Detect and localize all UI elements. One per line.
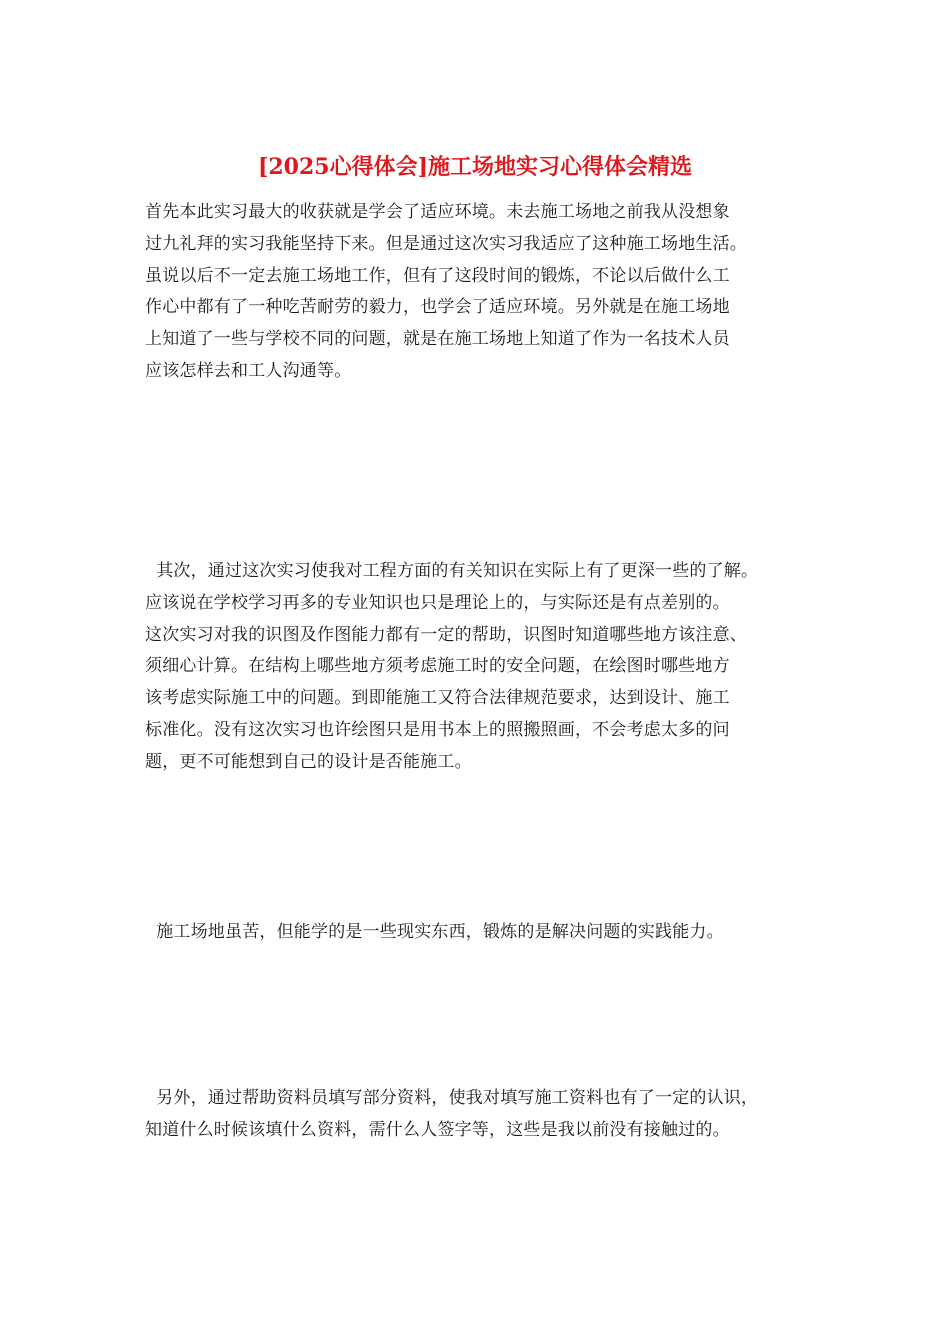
document-title: [2025心得体会]施工场地实习心得体会精选 bbox=[257, 154, 693, 180]
paragraph-line: 题，更不可能想到自己的设计是否能施工。 bbox=[145, 751, 472, 772]
paragraph-line: 另外，通过帮助资料员填写部分资料，使我对填写施工资料也有了一定的认识， bbox=[145, 1088, 759, 1108]
paragraph-line: 标准化。没有这次实习也许绘图只是用书本上的照搬照画，不会考虑太多的问 bbox=[145, 719, 730, 740]
paragraph-3 bbox=[145, 917, 815, 949]
paragraph-line: 施工场地虽苦，但能学的是一些现实东西，锻炼的是解决问题的实践能力。 bbox=[145, 922, 724, 942]
paragraph-line: 这次实习对我的识图及作图能力都有一定的帮助，识图时知道哪些地方该注意、 bbox=[145, 624, 747, 645]
paragraph-4 bbox=[145, 1083, 815, 1147]
paragraph-line: 该考虑实际施工中的问题。到即能施工又符合法律规范要求，达到设计、施工 bbox=[145, 688, 730, 709]
paragraph-2 bbox=[145, 556, 815, 779]
paragraph-line: 首先本此实习最大的收获就是学会了适应环境。未去施工场地之前我从没想象 bbox=[145, 202, 730, 222]
paragraph-line: 上知道了一些与学校不同的问题，就是在施工场地上知道了作为一名技术人员 bbox=[145, 329, 730, 350]
paragraph-line: 虽说以后不一定去施工场地工作，但有了这段时间的锻炼，不论以后做什么工 bbox=[145, 265, 730, 286]
paragraph-line: 过九礼拜的实习我能坚持下来。但是通过这次实习我适应了这种施工场地生活。 bbox=[145, 233, 747, 254]
paragraph-1 bbox=[145, 197, 815, 388]
paragraph-line: 其次，通过这次实习使我对工程方面的有关知识在实际上有了更深一些的了解。 bbox=[145, 561, 759, 581]
paragraph-line: 知道什么时候该填什么资料，需什么人签字等，这些是我以前没有接触过的。 bbox=[145, 1119, 730, 1140]
paragraph-line: 应该怎样去和工人沟通等。 bbox=[145, 360, 352, 381]
paragraph-line: 作心中都有了一种吃苦耐劳的毅力，也学会了适应环境。另外就是在施工场地 bbox=[145, 297, 730, 318]
paragraph-line: 应该说在学校学习再多的专业知识也只是理论上的，与实际还是有点差别的。 bbox=[145, 592, 730, 613]
paragraph-line: 须细心计算。在结构上哪些地方须考虑施工时的安全问题，在绘图时哪些地方 bbox=[145, 656, 730, 677]
